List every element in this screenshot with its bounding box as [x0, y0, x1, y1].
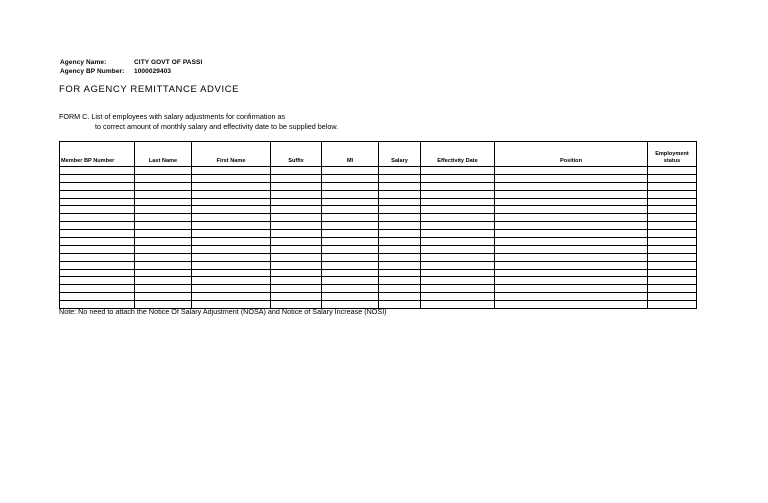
table-cell[interactable]: [192, 253, 271, 261]
table-cell[interactable]: [192, 285, 271, 293]
table-cell[interactable]: [135, 277, 192, 285]
table-cell[interactable]: [60, 198, 135, 206]
column-header: MI: [322, 142, 379, 167]
table-cell[interactable]: [322, 167, 379, 175]
column-header: Effectivity Date: [421, 142, 495, 167]
table-cell[interactable]: [60, 206, 135, 214]
table-cell[interactable]: [495, 174, 648, 182]
table-row: [60, 230, 697, 238]
table-cell[interactable]: [192, 238, 271, 246]
table-cell[interactable]: [135, 230, 192, 238]
table-row: [60, 261, 697, 269]
form-description: [59, 112, 338, 132]
agency-info: [60, 58, 202, 76]
table-cell[interactable]: [379, 167, 421, 175]
table-cell[interactable]: [421, 269, 495, 277]
table-header-row: [60, 142, 697, 167]
table-cell[interactable]: [322, 182, 379, 190]
form-description-line-1: FORM C. List of employees with salary adjustments for confirmation as: [59, 112, 286, 121]
table-cell[interactable]: [192, 230, 271, 238]
table-cell[interactable]: [421, 182, 495, 190]
table-row: [60, 222, 697, 230]
table-cell[interactable]: [60, 245, 135, 253]
table-row: [60, 245, 697, 253]
table-cell[interactable]: [271, 238, 322, 246]
agency-name-label: Agency Name:: [60, 59, 107, 66]
table-cell[interactable]: [648, 182, 697, 190]
table-cell[interactable]: [60, 182, 135, 190]
column-header: Salary: [379, 142, 421, 167]
table-cell[interactable]: [135, 174, 192, 182]
table-row: [60, 198, 697, 206]
table-cell[interactable]: [379, 285, 421, 293]
table-cell[interactable]: [421, 206, 495, 214]
table-cell[interactable]: [495, 277, 648, 285]
table-cell[interactable]: [192, 214, 271, 222]
table-cell[interactable]: [271, 261, 322, 269]
table-cell[interactable]: [495, 198, 648, 206]
table-cell[interactable]: [495, 230, 648, 238]
table-cell[interactable]: [421, 253, 495, 261]
table-cell[interactable]: [379, 238, 421, 246]
agency-bp-value: 1000029403: [134, 68, 172, 75]
table-cell[interactable]: [379, 261, 421, 269]
column-header: Suffix: [271, 142, 322, 167]
table-cell[interactable]: [379, 222, 421, 230]
table-cell[interactable]: [192, 261, 271, 269]
table-cell[interactable]: [379, 190, 421, 198]
table-cell[interactable]: [271, 198, 322, 206]
table-cell[interactable]: [379, 245, 421, 253]
agency-bp-label: Agency BP Number:: [60, 68, 125, 75]
table-cell[interactable]: [135, 238, 192, 246]
table-cell[interactable]: [421, 167, 495, 175]
table-cell[interactable]: [648, 293, 697, 301]
table-row: [60, 167, 697, 175]
table-cell[interactable]: [60, 214, 135, 222]
table-cell[interactable]: [192, 269, 271, 277]
table-cell[interactable]: [648, 167, 697, 175]
table-cell[interactable]: [135, 245, 192, 253]
table-row: [60, 214, 697, 222]
table-cell[interactable]: [60, 190, 135, 198]
table-cell[interactable]: [271, 245, 322, 253]
table-cell[interactable]: [322, 214, 379, 222]
table-cell[interactable]: [322, 206, 379, 214]
table-cell[interactable]: [648, 230, 697, 238]
table-cell[interactable]: [60, 174, 135, 182]
table-cell[interactable]: [135, 214, 192, 222]
table-cell[interactable]: [421, 222, 495, 230]
table-cell[interactable]: [648, 222, 697, 230]
table-cell[interactable]: [192, 174, 271, 182]
table-row: [60, 174, 697, 182]
table-row: [60, 277, 697, 285]
table-cell[interactable]: [648, 301, 697, 309]
table-cell[interactable]: [135, 253, 192, 261]
table-row: [60, 253, 697, 261]
table-cell[interactable]: [60, 285, 135, 293]
table-cell[interactable]: [271, 277, 322, 285]
table-cell[interactable]: [421, 285, 495, 293]
table-cell[interactable]: [421, 277, 495, 285]
table-cell[interactable]: [322, 174, 379, 182]
table-cell[interactable]: [379, 206, 421, 214]
column-header: Member BP Number: [60, 142, 135, 167]
table-cell[interactable]: [322, 253, 379, 261]
table-cell[interactable]: [421, 245, 495, 253]
table-cell[interactable]: [60, 261, 135, 269]
table-cell[interactable]: [271, 190, 322, 198]
table-cell[interactable]: [192, 190, 271, 198]
table-cell[interactable]: [192, 277, 271, 285]
table-row: [60, 238, 697, 246]
table-cell[interactable]: [421, 198, 495, 206]
table-cell[interactable]: [135, 285, 192, 293]
column-header: Position: [495, 142, 648, 167]
table-cell[interactable]: [192, 206, 271, 214]
table-cell[interactable]: [271, 214, 322, 222]
table-cell[interactable]: [495, 245, 648, 253]
table-cell[interactable]: [192, 245, 271, 253]
table-cell[interactable]: [271, 285, 322, 293]
table-cell[interactable]: [135, 182, 192, 190]
table-cell[interactable]: [379, 174, 421, 182]
table-cell[interactable]: [135, 222, 192, 230]
table-cell[interactable]: [60, 222, 135, 230]
table-cell[interactable]: [379, 230, 421, 238]
table-row: [60, 269, 697, 277]
table-row: [60, 190, 697, 198]
table-cell[interactable]: [421, 261, 495, 269]
table-cell[interactable]: [322, 198, 379, 206]
table-cell[interactable]: [192, 198, 271, 206]
table-cell[interactable]: [192, 182, 271, 190]
table-cell[interactable]: [648, 190, 697, 198]
table-cell[interactable]: [648, 277, 697, 285]
remittance-table: [59, 141, 697, 309]
table-cell[interactable]: [648, 285, 697, 293]
table-cell[interactable]: [322, 293, 379, 301]
table-cell[interactable]: [322, 285, 379, 293]
table-cell[interactable]: [322, 261, 379, 269]
table-cell[interactable]: [192, 167, 271, 175]
table-cell[interactable]: [60, 269, 135, 277]
table-cell[interactable]: [322, 230, 379, 238]
table-cell[interactable]: [322, 269, 379, 277]
table-row: [60, 206, 697, 214]
note-text: Note: No need to attach the Notice Of Salary Adjustment (NOSA) and Notice of Salary Increase (NOSI): [59, 307, 387, 316]
table-row: [60, 285, 697, 293]
table-cell[interactable]: [421, 174, 495, 182]
table-cell[interactable]: [271, 182, 322, 190]
table-cell[interactable]: [495, 206, 648, 214]
table-cell[interactable]: [495, 261, 648, 269]
agency-name-value: CITY GOVT OF PASSI: [134, 59, 203, 66]
table-cell[interactable]: [495, 214, 648, 222]
table-cell[interactable]: [648, 206, 697, 214]
table-cell[interactable]: [495, 293, 648, 301]
table-cell[interactable]: [379, 182, 421, 190]
table-cell[interactable]: [271, 174, 322, 182]
table-cell[interactable]: [495, 285, 648, 293]
table-cell[interactable]: [271, 269, 322, 277]
table-cell[interactable]: [648, 253, 697, 261]
table-cell[interactable]: [60, 253, 135, 261]
table-cell[interactable]: [495, 222, 648, 230]
table-cell[interactable]: [322, 222, 379, 230]
table-cell[interactable]: [495, 238, 648, 246]
agency-name-row: [60, 58, 202, 67]
table-body: [60, 167, 697, 309]
table-cell[interactable]: [135, 261, 192, 269]
table-cell[interactable]: [322, 245, 379, 253]
table-cell[interactable]: [60, 238, 135, 246]
table-cell[interactable]: [495, 301, 648, 309]
table-cell[interactable]: [60, 277, 135, 285]
agency-bp-row: [60, 67, 202, 76]
table-cell[interactable]: [322, 238, 379, 246]
table-cell[interactable]: [135, 167, 192, 175]
table-cell[interactable]: [271, 222, 322, 230]
table-cell[interactable]: [271, 167, 322, 175]
table-cell[interactable]: [421, 293, 495, 301]
column-header: Last Name: [135, 142, 192, 167]
table-cell[interactable]: [322, 277, 379, 285]
table-cell[interactable]: [648, 198, 697, 206]
table-row: [60, 293, 697, 301]
table-cell[interactable]: [421, 230, 495, 238]
table-cell[interactable]: [192, 222, 271, 230]
table-cell[interactable]: [648, 245, 697, 253]
table-cell[interactable]: [648, 269, 697, 277]
column-header: First Name: [192, 142, 271, 167]
table-cell[interactable]: [271, 293, 322, 301]
table-cell[interactable]: [60, 167, 135, 175]
table-cell[interactable]: [135, 198, 192, 206]
table-cell[interactable]: [271, 253, 322, 261]
table-cell[interactable]: [192, 293, 271, 301]
table-cell[interactable]: [379, 214, 421, 222]
form-title: FOR AGENCY REMITTANCE ADVICE: [59, 84, 240, 95]
table-cell[interactable]: [421, 238, 495, 246]
table-cell[interactable]: [379, 293, 421, 301]
table-cell[interactable]: [648, 174, 697, 182]
column-header: Employment status: [648, 142, 697, 167]
table-cell[interactable]: [271, 206, 322, 214]
table-cell[interactable]: [271, 230, 322, 238]
table-cell[interactable]: [135, 269, 192, 277]
table-cell[interactable]: [495, 253, 648, 261]
table-cell[interactable]: [60, 293, 135, 301]
table-cell[interactable]: [135, 190, 192, 198]
table-cell[interactable]: [648, 238, 697, 246]
table-cell[interactable]: [421, 214, 495, 222]
table-cell[interactable]: [495, 182, 648, 190]
table-cell[interactable]: [495, 167, 648, 175]
table-cell[interactable]: [135, 293, 192, 301]
table-cell[interactable]: [495, 269, 648, 277]
table-cell[interactable]: [421, 301, 495, 309]
table-cell[interactable]: [379, 277, 421, 285]
table-cell[interactable]: [322, 190, 379, 198]
table-row: [60, 182, 697, 190]
table-cell[interactable]: [495, 190, 648, 198]
table-cell[interactable]: [379, 253, 421, 261]
form-description-line-2: to correct amount of monthly salary and effectivity date to be supplied below.: [95, 122, 339, 131]
table-cell[interactable]: [379, 269, 421, 277]
table-cell[interactable]: [60, 230, 135, 238]
table-cell[interactable]: [379, 198, 421, 206]
table-cell[interactable]: [421, 190, 495, 198]
table-cell[interactable]: [648, 214, 697, 222]
table-cell[interactable]: [135, 206, 192, 214]
table-cell[interactable]: [648, 261, 697, 269]
